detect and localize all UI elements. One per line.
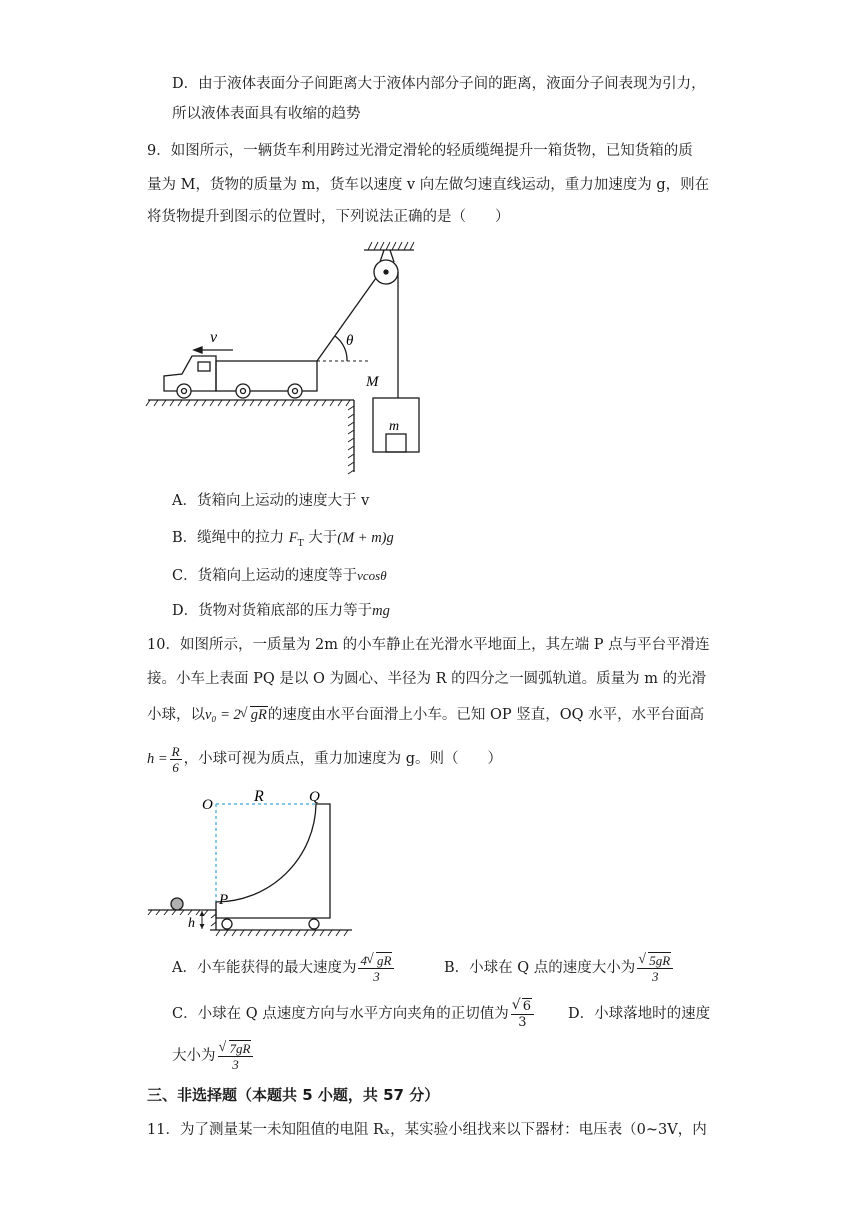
q10-option-c	[172, 994, 536, 1034]
label-v: v	[210, 329, 218, 346]
q8-option-d-line1: D．由于液体表面分子间距离大于液体内部分子间的距离，液面分子间表现为引力，	[172, 76, 706, 92]
q9-option-c-prefix: C．货箱向上运动的速度等于	[172, 568, 358, 584]
q10-option-c-prefix: C．小球在 Q 点速度方向与水平方向夹角的正切值为	[172, 1006, 509, 1022]
q9-option-b-sub: T	[297, 538, 304, 549]
truck	[164, 356, 317, 398]
q10-stem-line2: 接。小车上表面 PQ 是以 O 为圆心、半径为 R 的四分之一圆弧轨道。质量为 m 的光滑	[147, 671, 707, 687]
q9-option-b	[172, 528, 394, 554]
q10-option-d-line1: D．小球落地时的速度	[568, 1006, 711, 1022]
label-R: R	[254, 788, 264, 805]
q9-figure	[140, 238, 440, 476]
q10-stem-line4	[147, 742, 502, 776]
q10-option-d-prefix: 大小为	[172, 1048, 216, 1064]
q10-stem-line4-suffix: ，小球可视为质点，重力加速度为 g。则（ ）	[183, 751, 503, 767]
q9-option-b-prefix: B．缆绳中的拉力	[172, 530, 285, 546]
q9-option-d-prefix: D．货物对货箱底部的压力等于	[172, 603, 373, 619]
q10-figure	[140, 784, 360, 940]
q9-option-c	[172, 566, 387, 586]
q10-option-c-fraction: √ $\frac{6}{3}$	[511, 999, 534, 1030]
q10-stem-line3-suffix: 的速度由水平台面滑上小车。已知 OP 竖直，OQ 水平，水平台面高	[267, 707, 705, 723]
q10-option-a-fraction: $\frac{4√ gR}{3}$	[358, 953, 394, 984]
ball	[171, 898, 183, 910]
label-P: P	[219, 892, 229, 908]
q10-h-fraction: $\frac{R}{6}$	[171, 743, 180, 775]
q9-stem-line2: 量为 M，货物的质量为 m，货车以速度 v 向左做匀速直线运动，重力加速度为 g，则在	[147, 177, 710, 193]
label-h: h	[188, 916, 195, 931]
q10-option-d-fraction: √ $\frac{7gR}{3}$	[218, 1041, 254, 1072]
q9-option-d	[172, 601, 390, 621]
q9-option-b-force: F	[288, 530, 298, 546]
q8-option-d-line2: 所以液体表面具有收缩的趋势	[172, 106, 361, 122]
q10-option-b-fraction: √ $\frac{5gR}{3}$	[637, 953, 673, 984]
label-M: M	[366, 374, 379, 390]
label-theta: θ	[346, 333, 354, 349]
label-O: O	[202, 797, 213, 813]
q10-option-a	[172, 948, 396, 988]
q10-v0-sqrt: √ gR	[241, 705, 268, 725]
q10-v0: v₀ = 2	[205, 707, 241, 723]
q9-option-a: A．货箱向上运动的速度大于 v	[172, 493, 370, 509]
q10-h-symbol: h =	[147, 751, 168, 767]
q9-option-c-expr: vcosθ	[357, 568, 387, 583]
q9-stem-line3: 将货物提升到图示的位置时，下列说法正确的是（ ）	[147, 209, 510, 225]
q9-option-d-expr: mg	[372, 603, 390, 619]
q10-stem-line3	[147, 705, 704, 725]
cart	[216, 804, 330, 918]
q11-stem-line1: 11．为了测量某一未知阻值的电阻 Rₓ，某实验小组找来以下器材：电压表（0~3V，内	[147, 1122, 707, 1138]
q9-stem-line1: 9．如图所示，一辆货车利用跨过光滑定滑轮的轻质缆绳提升一箱货物，已知货箱的质	[147, 143, 693, 159]
q9-option-b-mid: 大于	[308, 530, 338, 546]
label-Q: Q	[309, 789, 320, 805]
q10-option-a-prefix: A．小车能获得的最大速度为	[172, 960, 357, 976]
q10-stem-line3-prefix: 小球，以	[147, 707, 205, 723]
section3-heading: 三、非选择题（本题共 5 小题，共 57 分）	[147, 1086, 440, 1104]
label-m: m	[389, 419, 400, 434]
q10-option-b	[444, 948, 675, 988]
q9-option-b-expr: (M + m)g	[337, 530, 394, 546]
q10-option-d-line2	[172, 1036, 255, 1076]
q10-stem-line1: 10．如图所示，一质量为 2m 的小车静止在光滑水平地面上，其左端 P 点与平台平滑连	[147, 637, 710, 653]
cargo-m	[386, 434, 406, 452]
q10-option-b-prefix: B．小球在 Q 点的速度大小为	[444, 960, 636, 976]
